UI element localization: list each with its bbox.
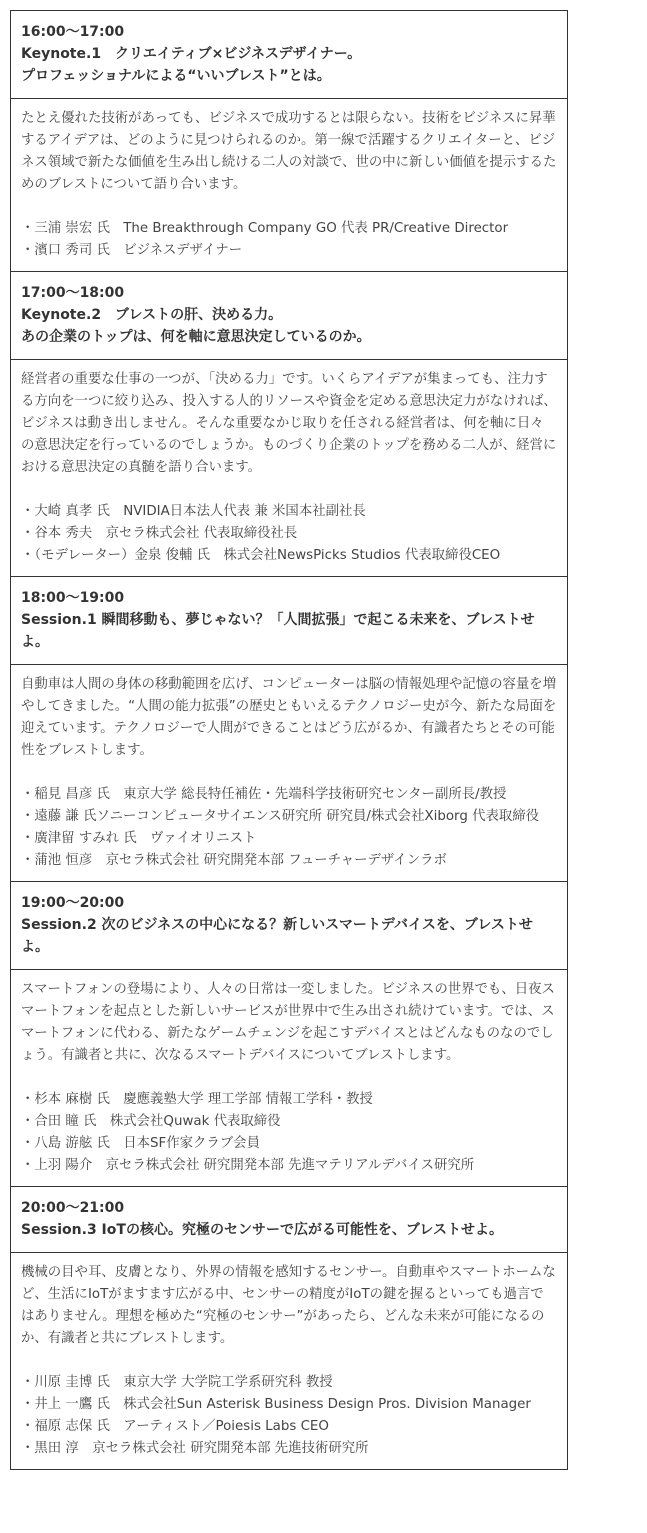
session-header [11, 577, 567, 665]
session-body [11, 1253, 567, 1469]
session-description: たとえ優れた技術があっても、ビジネスで成功するとは限らない。技術をビジネスに昇華するアイデアは、どのように見つけられるのか。第一線で活躍するクリエイターと、ビジネス領域で新たな価値を生み出し続ける二人の対談で、世の中に新しい価値を提示するためのブレストについて語り合います。 [21, 111, 557, 192]
session-body [11, 970, 567, 1187]
spacer [21, 479, 557, 501]
session-title-line: Session.2 次のビジネスの中心になる？新しいスマートデバイスを、ブレストせよ。 [21, 917, 533, 955]
speaker-item: ・三浦 崇宏 氏 The Breakthrough Company GO 代表 PR/Creative Director [21, 221, 509, 236]
speaker-item: ・合田 瞳 氏 株式会社Quwak 代表取締役 [21, 1114, 281, 1129]
session-description: スマートフォンの登場により、人々の日常は一変しました。ビジネスの世界でも、日夜スマートフォンを起点とした新しいサービスが世界中で生み出され続けています。では、スマートフォンに代わる、新たなゲームチェンジを起こすデバイスとはどんなものなのでしょう。有識者と共に、次なるスマートデバイスについてブレストします。 [21, 982, 555, 1063]
session-header [11, 272, 567, 360]
spacer [21, 1350, 557, 1372]
session-time: 17:00〜18:00 [21, 285, 125, 301]
session-schedule-table [10, 10, 568, 1470]
speaker-item: ・濱口 秀司 氏 ビジネスデザイナー [21, 243, 243, 258]
session-title-line: Keynote.2 ブレストの肝、決める力。 [21, 307, 283, 323]
speaker-item: ・黒田 淳 京セラ株式会社 研究開発本部 先進技術研究所 [21, 1441, 369, 1456]
speaker-item: ・大崎 真孝 氏 NVIDIA日本法人代表 兼 米国本社副社長 [21, 504, 366, 519]
session-title-line: プロフェッショナルによる“いいブレスト”とは。 [21, 68, 331, 84]
speaker-item: ・井上 一鷹 氏 株式会社Sun Asterisk Business Design Pros. Division Manager [21, 1397, 531, 1412]
speaker-item: ・谷本 秀夫 京セラ株式会社 代表取締役社長 [21, 526, 298, 541]
speaker-item: ・川原 圭博 氏 東京大学 大学院工学系研究科 教授 [21, 1375, 333, 1390]
session-header [11, 11, 567, 99]
session-header [11, 1187, 567, 1253]
spacer [21, 762, 557, 784]
speaker-item: ・杉本 麻樹 氏 慶應義塾大学 理工学部 情報工学科・教授 [21, 1092, 373, 1107]
speaker-item: ・上羽 陽介 京セラ株式会社 研究開発本部 先進マテリアルデバイス研究所 [21, 1158, 475, 1173]
speaker-item: ・稲見 昌彦 氏 東京大学 総長特任補佐・先端科学技術研究センター副所長/教授 [21, 787, 507, 802]
spacer [21, 196, 557, 218]
session-time: 19:00〜20:00 [21, 895, 125, 911]
session-time: 18:00〜19:00 [21, 590, 125, 606]
session-description: 経営者の重要な仕事の一つが、「決める力」です。いくらアイデアが集まっても、注力する方向を一つに絞り込み、投入する人的リソースや資金を定める意思決定力がなければ、ビジネスは動き出しません。そんな重要なかじ取りを任される経営者は、何を軸に日々の意思決定を行っているのでしょうか。ものづくり企業のトップを務める二人が、経営における意思決定の真髄を語り合います。 [21, 372, 557, 475]
speaker-item: ・蒲池 恒彦 京セラ株式会社 研究開発本部 フューチャーデザインラボ [21, 853, 447, 868]
speaker-item: ・（モデレーター）金泉 俊輔 氏 株式会社NewsPicks Studios 代表取締役CEO [21, 548, 501, 563]
speaker-item: ・八島 游舷 氏 日本SF作家クラブ会員 [21, 1136, 260, 1151]
session-title-line: あの企業のトップは、何を軸に意思決定しているのか。 [21, 329, 371, 345]
session-title-line: Session.1 瞬間移動も、夢じゃない？「人間拡張」で起こる未来を、ブレストせよ。 [21, 612, 535, 650]
session-block [11, 1187, 567, 1469]
session-title-line: Session.3 IoTの核心。究極のセンサーで広がる可能性を、ブレストせよ。 [21, 1222, 503, 1238]
session-time: 16:00〜17:00 [21, 24, 125, 40]
session-block [11, 11, 567, 272]
session-body [11, 360, 567, 577]
speaker-item: ・遠藤 謙 氏ソニーコンピュータサイエンス研究所 研究員/株式会社Xiborg 代表取締役 [21, 809, 540, 824]
session-time: 20:00〜21:00 [21, 1200, 125, 1216]
session-body [11, 665, 567, 882]
session-header [11, 882, 567, 970]
speaker-item: ・福原 志保 氏 アーティスト／Poiesis Labs CEO [21, 1419, 329, 1434]
spacer [21, 1067, 557, 1089]
session-title-line: Keynote.1 クリエイティブ×ビジネスデザイナー。 [21, 46, 362, 62]
session-block [11, 882, 567, 1187]
session-block [11, 272, 567, 577]
speaker-item: ・廣津留 すみれ 氏 ヴァイオリニスト [21, 831, 257, 846]
session-block [11, 577, 567, 882]
session-description: 機械の目や耳、皮膚となり、外界の情報を感知するセンサー。自動車やスマートホームなど、生活にIoTがますます広がる中、センサーの精度がIoTの鍵を握るといっても過言ではありません。理想を極めた“究極のセンサー”があったら、どんな未来が可能になるのか、有識者と共にブレストします。 [21, 1265, 556, 1346]
session-body [11, 99, 567, 272]
session-description: 自動車は人間の身体の移動範囲を広げ、コンピューターは脳の情報処理や記憶の容量を増やしてきました。“人間の能力拡張”の歴史ともいえるテクノロジー史が今、新たな局面を迎えています。テクノロジーで人間ができることはどう広がるか、有識者たちとその可能性をブレストします。 [21, 677, 557, 758]
